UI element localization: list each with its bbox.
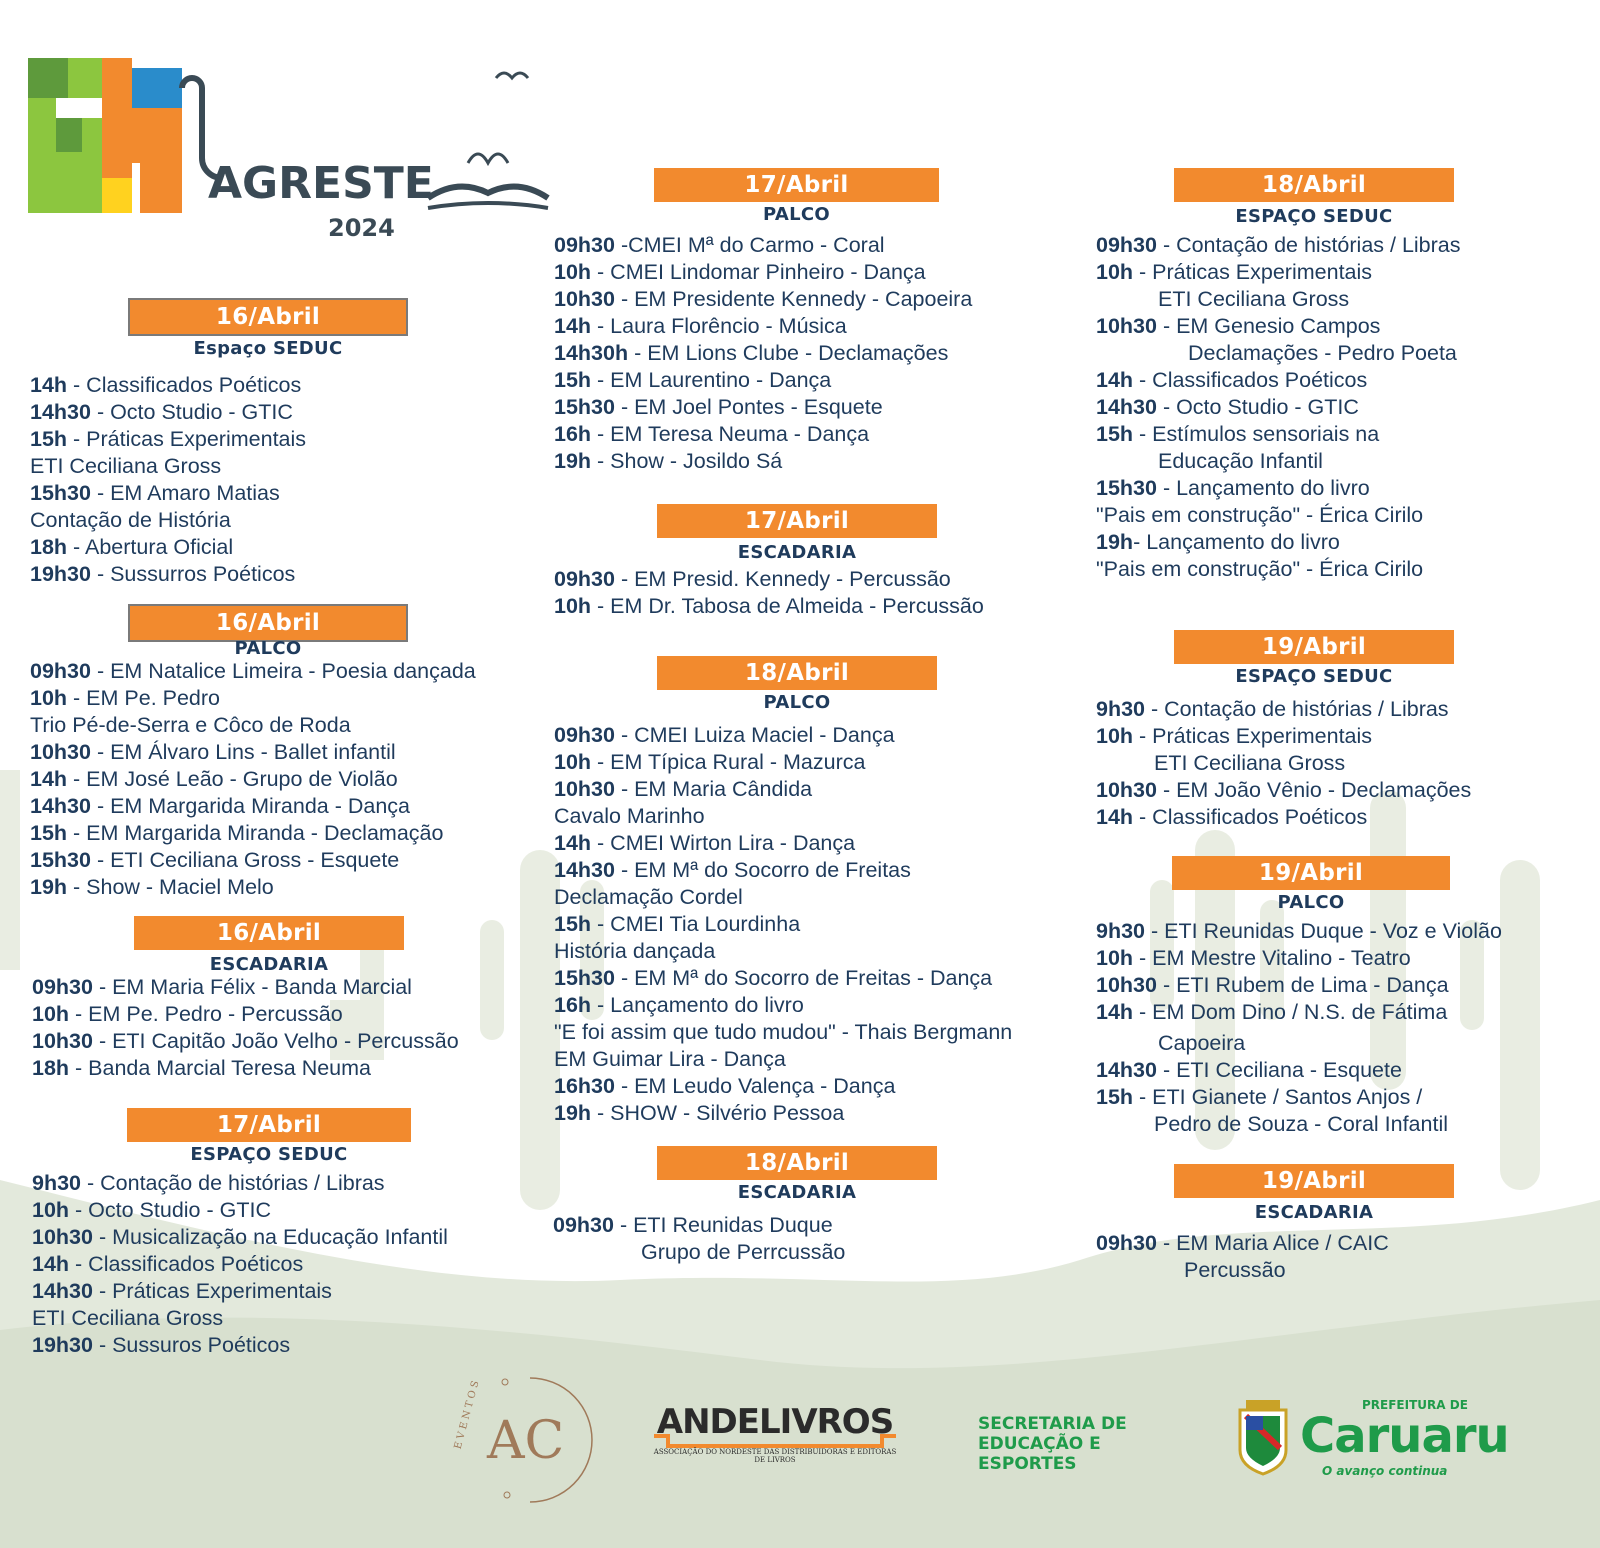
list-item: 14h - Classificados Poéticos bbox=[1096, 805, 1368, 829]
list-item: 15h - Estímulos sensoriais na bbox=[1096, 422, 1380, 446]
venue-label: Espaço SEDUC bbox=[193, 338, 343, 359]
list-item: 19h - SHOW - Silvério Pessoa bbox=[554, 1101, 845, 1125]
list-item: 14h - EM José Leão - Grupo de Violão bbox=[30, 767, 398, 791]
list-item: ETI Ceciliana Gross bbox=[30, 454, 222, 478]
secretaria-line1: SECRETARIA DE bbox=[978, 1414, 1127, 1434]
list-item: "Pais em construção" - Érica Cirilo bbox=[1096, 503, 1424, 527]
list-item: 10h - EM Mestre Vitalino - Teatro bbox=[1096, 946, 1411, 970]
date-bar: 17/Abril bbox=[657, 504, 937, 538]
list-item: 15h - EM Margarida Miranda - Declamação bbox=[30, 821, 444, 845]
list-item: 09h30 - EM Natalice Limeira - Poesia dançada bbox=[30, 659, 476, 683]
list-item: 9h30 - Contação de histórias / Libras bbox=[32, 1171, 385, 1195]
schedule-list bbox=[30, 658, 476, 901]
list-item: Capoeira bbox=[1158, 1031, 1246, 1055]
list-item: 14h30 - Octo Studio - GTIC bbox=[1096, 395, 1359, 419]
venue-label: ESPAÇO SEDUC bbox=[1235, 666, 1393, 687]
list-item: 09h30 -CMEI Mª do Carmo - Coral bbox=[554, 233, 885, 257]
andelivros-logo bbox=[650, 1398, 900, 1468]
list-item: Trio Pé-de-Serra e Côco de Roda bbox=[30, 713, 351, 737]
date-bar: 17/Abril bbox=[654, 168, 939, 202]
list-item: 10h30 - ETI Capitão João Velho - Percussão bbox=[32, 1029, 459, 1053]
date-bar: 16/Abril bbox=[134, 916, 404, 950]
schedule-list bbox=[553, 1212, 845, 1266]
list-item: 15h - ETI Gianete / Santos Anjos / bbox=[1096, 1085, 1423, 1109]
list-item: 14h - CMEI Wirton Lira - Dança bbox=[554, 831, 856, 855]
list-item: 14h30 - EM Mª do Socorro de Freitas bbox=[554, 858, 911, 882]
schedule-list bbox=[554, 722, 1012, 1127]
list-item: 15h30 - ETI Ceciliana Gross - Esquete bbox=[30, 848, 400, 872]
flagreste-logo bbox=[28, 58, 558, 248]
list-item: 14h - Classificados Poéticos bbox=[32, 1252, 304, 1276]
list-item: 10h - EM Pe. Pedro bbox=[30, 686, 221, 710]
city-slogan: O avanço continua bbox=[1322, 1464, 1448, 1478]
list-item: Grupo de Perrcussão bbox=[641, 1240, 846, 1264]
venue-label: PALCO bbox=[763, 692, 831, 713]
list-item: "Pais em construção" - Érica Cirilo bbox=[1096, 557, 1424, 581]
list-item: 14h30h - EM Lions Clube - Declamações bbox=[554, 341, 949, 365]
date-bar: 17/Abril bbox=[127, 1108, 411, 1142]
list-item: ETI Ceciliana Gross bbox=[1158, 287, 1350, 311]
city-name: Caruaru bbox=[1300, 1408, 1509, 1464]
list-item: Educação Infantil bbox=[1158, 449, 1323, 473]
list-item: História dançada bbox=[554, 939, 716, 963]
schedule-list bbox=[1096, 696, 1471, 831]
venue-label: ESCADARIA bbox=[737, 542, 857, 563]
list-item: 19h30 - Sussuros Poéticos bbox=[32, 1333, 291, 1357]
list-item: 14h - Classificados Poéticos bbox=[1096, 368, 1368, 392]
list-item: 10h30 - EM Presidente Kennedy - Capoeira bbox=[554, 287, 973, 311]
date-bar: 18/Abril bbox=[1174, 168, 1454, 202]
date-bar: 19/Abril bbox=[1172, 856, 1450, 890]
list-item: 10h30 - EM Álvaro Lins - Ballet infantil bbox=[30, 740, 396, 764]
list-item: 09h30 - EM Presid. Kennedy - Percussão bbox=[554, 567, 951, 591]
venue-label: ESPAÇO SEDUC bbox=[1235, 206, 1393, 227]
andelivros-wordmark: ANDELIVROS bbox=[656, 1402, 894, 1442]
list-item: 14h - EM Dom Dino / N.S. de Fátima bbox=[1096, 1000, 1448, 1024]
list-item: 10h30 - Musicalização na Educação Infantil bbox=[32, 1225, 448, 1249]
venue-label: PALCO bbox=[234, 638, 302, 659]
venue-label: PALCO bbox=[1277, 892, 1345, 913]
ac-eventos-logo bbox=[445, 1370, 595, 1505]
list-item: 15h30 - EM Mª do Socorro de Freitas - Dança bbox=[554, 966, 993, 990]
list-item: 10h - Octo Studio - GTIC bbox=[32, 1198, 271, 1222]
andelivros-subtitle: ASSOCIAÇÃO DO NORDESTE DAS DISTRIBUIDORAS E EDITORAS DE LIVROS bbox=[653, 1448, 897, 1464]
schedule-list bbox=[1096, 1230, 1389, 1284]
list-item: ETI Ceciliana Gross bbox=[32, 1306, 224, 1330]
list-item: 15h30 - EM Joel Pontes - Esquete bbox=[554, 395, 883, 419]
ac-arc-text: EVENTOS bbox=[452, 1376, 483, 1451]
list-item: 15h - EM Laurentino - Dança bbox=[554, 368, 832, 392]
list-item: 10h - EM Dr. Tabosa de Almeida - Percussão bbox=[554, 594, 984, 618]
list-item: EM Guimar Lira - Dança bbox=[554, 1047, 786, 1071]
list-item: ETI Ceciliana Gross bbox=[1154, 751, 1346, 775]
list-item: 19h - Show - Maciel Melo bbox=[30, 875, 274, 899]
prefeitura-label: PREFEITURA DE bbox=[1362, 1398, 1468, 1412]
list-item: 14h30 - EM Margarida Miranda - Dança bbox=[30, 794, 410, 818]
list-item: 16h - EM Teresa Neuma - Dança bbox=[554, 422, 870, 446]
schedule-list bbox=[32, 974, 459, 1082]
list-item: 15h30 - Lançamento do livro bbox=[1096, 476, 1370, 500]
list-item: Declamação Cordel bbox=[554, 885, 743, 909]
date-bar: 19/Abril bbox=[1174, 1164, 1454, 1198]
schedule-list bbox=[30, 372, 306, 588]
list-item: 09h30 - CMEI Luiza Maciel - Dança bbox=[554, 723, 895, 747]
list-item: 10h - EM Típica Rural - Mazurca bbox=[554, 750, 866, 774]
date-bar: 16/Abril bbox=[130, 606, 406, 640]
list-item: 10h30 - EM Genesio Campos bbox=[1096, 314, 1381, 338]
event-year: 2024 bbox=[328, 214, 395, 242]
date-bar: 18/Abril bbox=[657, 1146, 937, 1180]
list-item: 19h30 - Sussurros Poéticos bbox=[30, 562, 296, 586]
list-item: 16h - Lançamento do livro bbox=[554, 993, 804, 1017]
event-name: AGRESTE bbox=[208, 158, 434, 209]
list-item: 14h30 - ETI Ceciliana - Esquete bbox=[1096, 1058, 1402, 1082]
list-item: 10h30 - ETI Rubem de Lima - Dança bbox=[1096, 973, 1449, 997]
list-item: 10h - CMEI Lindomar Pinheiro - Dança bbox=[554, 260, 926, 284]
list-item: 19h - Show - Josildo Sá bbox=[554, 449, 783, 473]
prefeitura-caruaru-logo bbox=[1232, 1398, 1552, 1488]
list-item: 15h30 - EM Amaro Matias bbox=[30, 481, 280, 505]
venue-label: ESCADARIA bbox=[1254, 1202, 1374, 1223]
list-item: 09h30 - EM Maria Félix - Banda Marcial bbox=[32, 975, 412, 999]
list-item: 14h - Classificados Poéticos bbox=[30, 373, 302, 397]
list-item: Percussão bbox=[1184, 1258, 1286, 1282]
list-item: Pedro de Souza - Coral Infantil bbox=[1154, 1112, 1448, 1136]
schedule-list bbox=[1096, 918, 1502, 1138]
list-item: 18h - Abertura Oficial bbox=[30, 535, 234, 559]
list-item: Contação de História bbox=[30, 508, 231, 532]
secretaria-line2: EDUCAÇÃO E ESPORTES bbox=[978, 1434, 1101, 1474]
list-item: 10h30 - EM Maria Cândida bbox=[554, 777, 813, 801]
list-item: 15h - Práticas Experimentais bbox=[30, 427, 307, 451]
list-item: 9h30 - ETI Reunidas Duque - Voz e Violão bbox=[1096, 919, 1502, 943]
list-item: Declamações - Pedro Poeta bbox=[1188, 341, 1457, 365]
city-crest-icon bbox=[1232, 1400, 1294, 1476]
list-item: 10h - Práticas Experimentais bbox=[1096, 260, 1373, 284]
list-item: 14h30 - Práticas Experimentais bbox=[32, 1279, 332, 1303]
date-bar: 16/Abril bbox=[130, 300, 406, 334]
list-item: 18h - Banda Marcial Teresa Neuma bbox=[32, 1056, 371, 1080]
schedule-list bbox=[1096, 232, 1461, 583]
list-item: 09h30 - Contação de histórias / Libras bbox=[1096, 233, 1461, 257]
venue-label: PALCO bbox=[763, 204, 830, 225]
list-item: 19h- Lançamento do livro bbox=[1096, 530, 1340, 554]
list-item: 14h - Laura Florêncio - Música bbox=[554, 314, 847, 338]
secretaria-logo bbox=[978, 1414, 1198, 1474]
schedule-list bbox=[32, 1170, 448, 1359]
date-bar: 18/Abril bbox=[657, 656, 937, 690]
list-item: 09h30 - ETI Reunidas Duque bbox=[553, 1213, 833, 1237]
venue-label: ESCADARIA bbox=[209, 954, 329, 975]
list-item: 9h30 - Contação de histórias / Libras bbox=[1096, 697, 1449, 721]
list-item: 14h30 - Octo Studio - GTIC bbox=[30, 400, 293, 424]
list-item: 10h - Práticas Experimentais bbox=[1096, 724, 1373, 748]
list-item: 15h - CMEI Tia Lourdinha bbox=[554, 912, 801, 936]
date-bar: 19/Abril bbox=[1174, 630, 1454, 664]
venue-label: ESCADARIA bbox=[737, 1182, 857, 1203]
list-item: Cavalo Marinho bbox=[554, 804, 705, 828]
list-item: 09h30 - EM Maria Alice / CAIC bbox=[1096, 1231, 1389, 1255]
schedule-list bbox=[554, 566, 984, 620]
list-item: 16h30 - EM Leudo Valença - Dança bbox=[554, 1074, 896, 1098]
schedule-list bbox=[554, 232, 972, 475]
ac-brand: AC bbox=[487, 1411, 565, 1471]
list-item: "E foi assim que tudo mudou" - Thais Bergmann bbox=[554, 1020, 1013, 1044]
list-item: 10h - EM Pe. Pedro - Percussão bbox=[32, 1002, 343, 1026]
list-item: 10h30 - EM João Vênio - Declamações bbox=[1096, 778, 1472, 802]
venue-label: ESPAÇO SEDUC bbox=[190, 1144, 348, 1165]
